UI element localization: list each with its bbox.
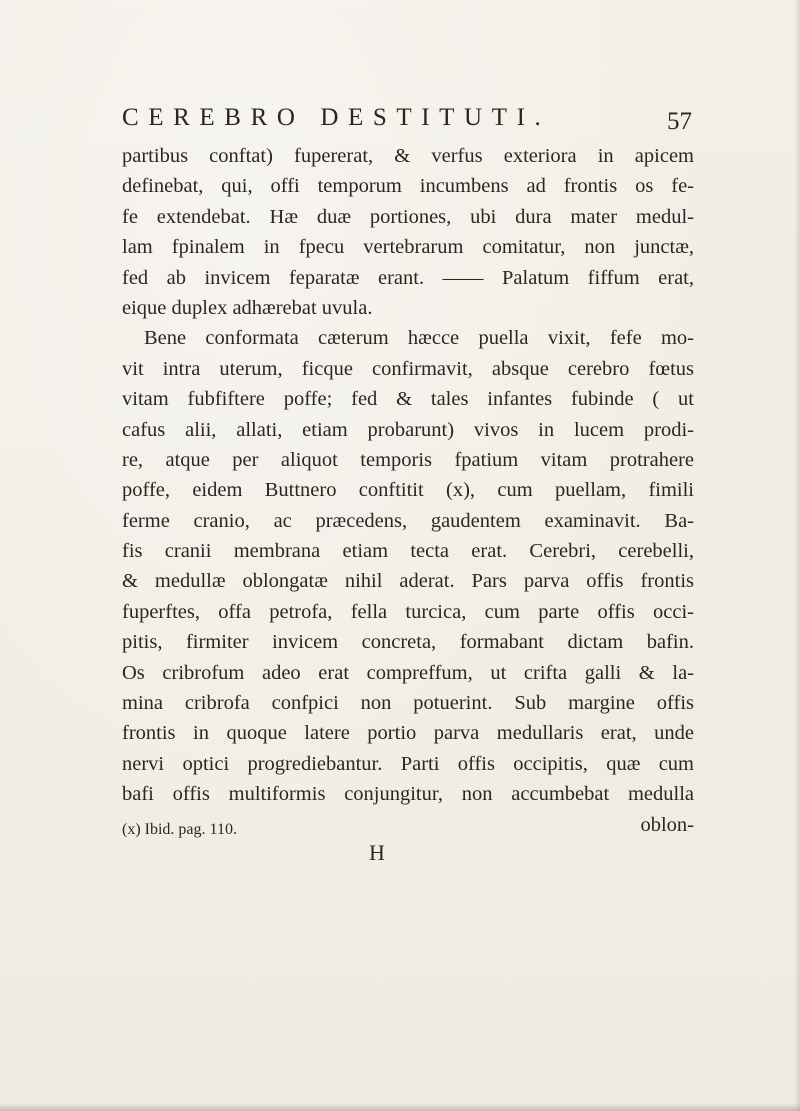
text-line: poffe, eidem Buttnero conftitit (x), cum puellam, fimili — [122, 479, 694, 502]
text-line: & medullæ oblongatæ nihil aderat. Pars parva offis frontis — [122, 570, 694, 593]
text-line: fuperftes, offa petrofa, fella turcica, cum parte offis occi- — [122, 600, 694, 623]
text-line: lam fpinalem in fpecu vertebrarum comitatur, non junctæ, — [122, 236, 694, 259]
text-line: eique duplex adhærebat uvula. — [122, 296, 373, 319]
footnote: (x) Ibid. pag. 110. — [122, 821, 237, 838]
text-line: cafus alii, allati, etiam probarunt) vivos in lucem prodi- — [122, 418, 694, 441]
text-line: fe extendebat. Hæ duæ portiones, ubi dura mater medul- — [122, 205, 694, 228]
text-line: nervi optici progrediebantur. Parti offis occipitis, quæ cum — [122, 752, 694, 775]
text-line: Os cribrofum adeo erat compreffum, ut crifta galli & la- — [122, 661, 694, 684]
text-line: definebat, qui, offi temporum incumbens ad frontis os fe- — [122, 175, 694, 198]
text-line: Bene conformata cæterum hæcce puella vixit, fefe mo- — [144, 327, 694, 350]
catchword: oblon- — [640, 813, 694, 836]
text-line: fed ab invicem feparatæ erant. —— Palatum fiffum erat, — [122, 266, 694, 289]
page-number: 57 — [667, 108, 692, 135]
text-line: re, atque per aliquot temporis fpatium vitam protrahere — [122, 448, 694, 471]
text-line: pitis, firmiter invicem concreta, formabant dictam bafin. — [122, 631, 694, 654]
text-line: mina cribrofa confpici non potuerint. Sub margine offis — [122, 692, 694, 715]
signature-mark: H — [369, 840, 386, 865]
text-line: fis cranii membrana etiam tecta erat. Cerebri, cerebelli, — [122, 540, 694, 563]
text-line: bafi offis multiformis conjungitur, non accumbebat medulla — [122, 783, 694, 806]
page-bottom-shadow — [0, 1103, 800, 1111]
text-line: frontis in quoque latere portio parva medullaris erat, unde — [122, 722, 694, 745]
text-line: vitam fubfiftere poffe; fed & tales infantes fubinde ( ut — [122, 388, 694, 411]
running-head — [122, 104, 692, 140]
running-title: CEREBRO DESTITUTI. — [122, 104, 551, 131]
page-edge-shadow — [794, 0, 800, 1111]
text-line: partibus conftat) fupererat, & verfus exteriora in apicem — [122, 145, 694, 167]
text-line: vit intra uterum, ficque confirmavit, absque cerebro fœtus — [122, 357, 694, 380]
text-line: ferme cranio, ac præcedens, gaudentem examinavit. Ba- — [122, 509, 694, 532]
body-text — [122, 141, 694, 840]
